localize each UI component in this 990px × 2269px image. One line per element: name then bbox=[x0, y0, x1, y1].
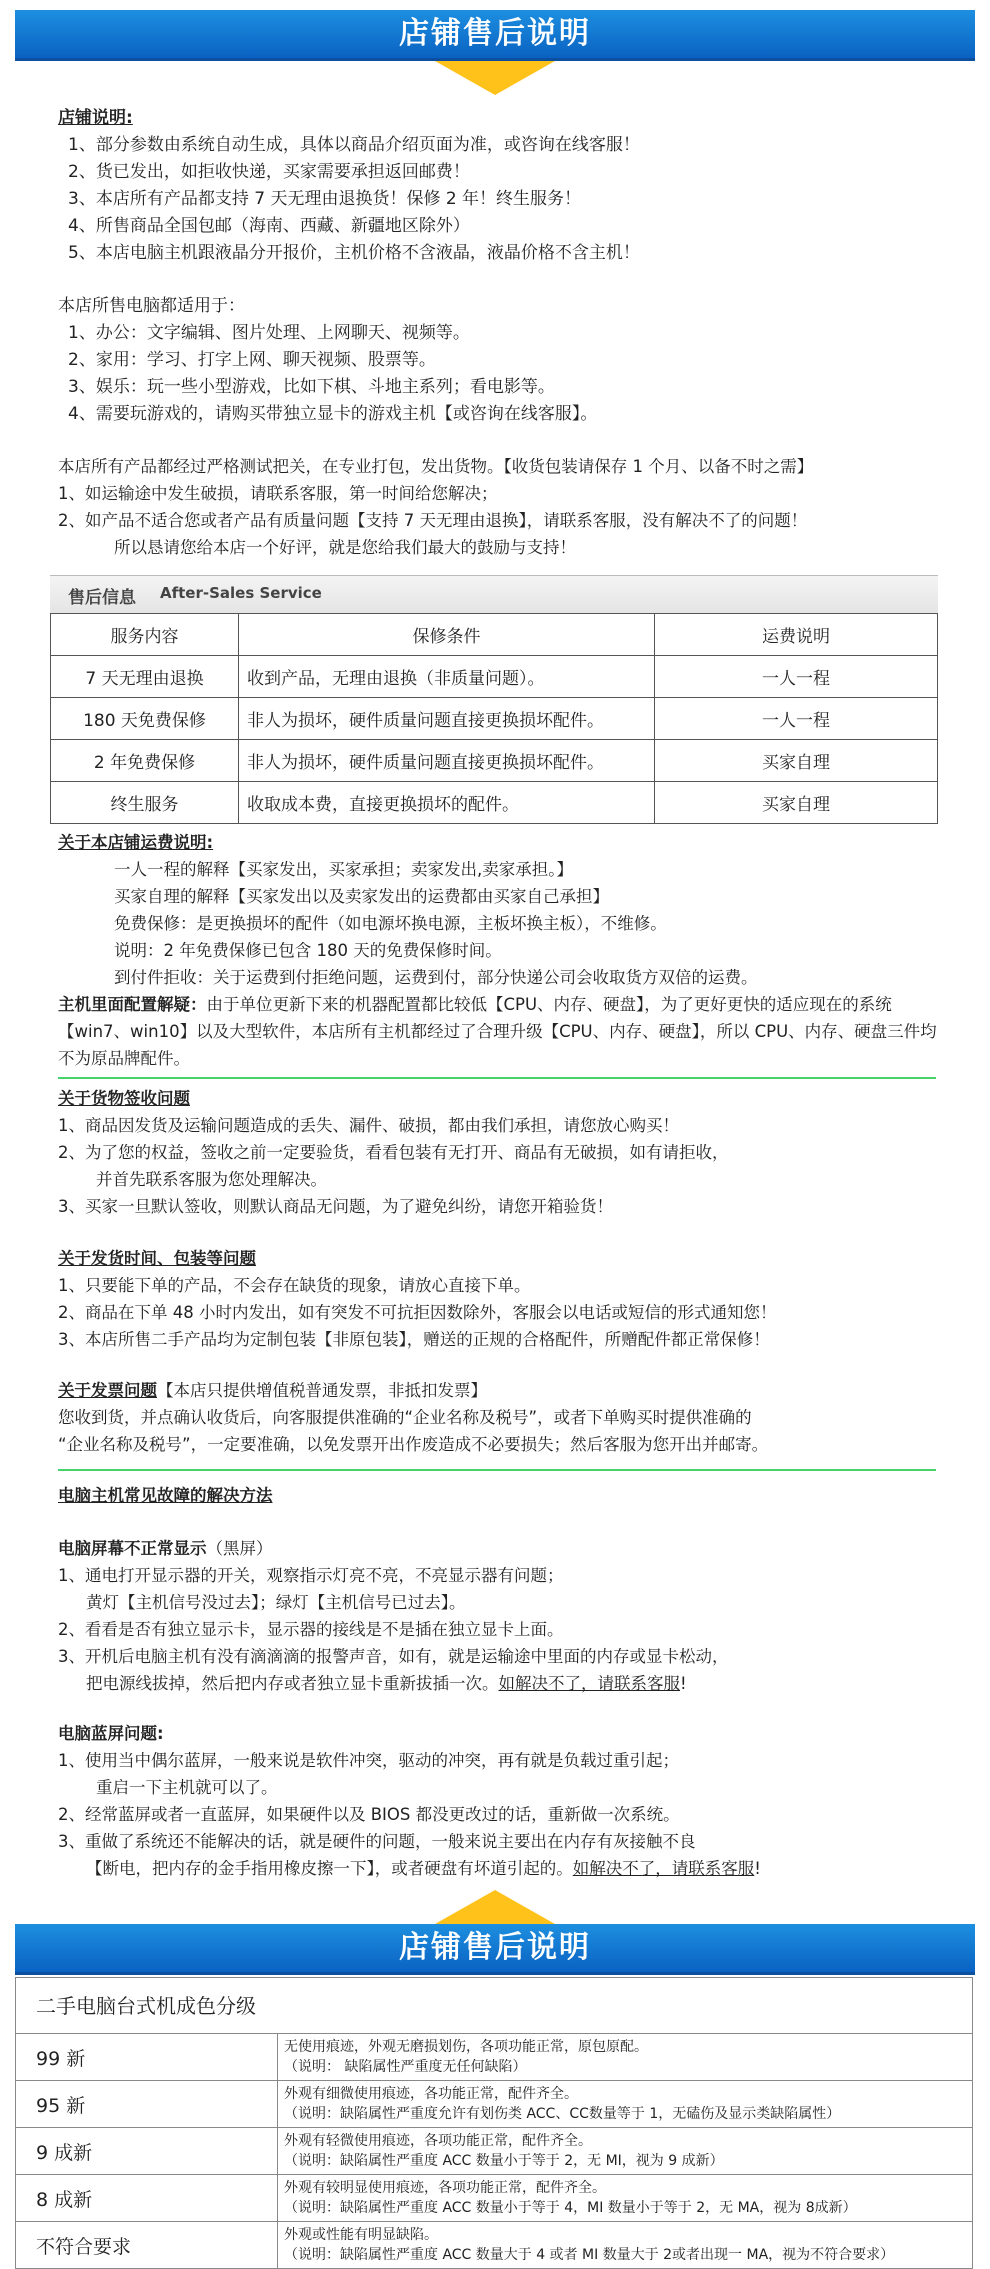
store-note-item: 2、货已发出，如拒收快递，买家需要承担返回邮费！ bbox=[68, 162, 470, 182]
store-notes-heading: 店铺说明: bbox=[58, 108, 133, 128]
screen-fault-title-suffix: （黑屏） bbox=[206, 1539, 273, 1558]
screen-fault-item: 3、开机后电脑主机有没有滴滴滴的报警声音，如有，就是运输途中里面的内存或显卡松动， bbox=[58, 1647, 729, 1666]
config-note bbox=[58, 991, 950, 1072]
grade-note: （说明： 缺陷属性严重度无任何缺陷） bbox=[284, 2059, 527, 2075]
receipt-item: 1、商品因发货及运输问题造成的丢失、漏件、破损，都由我们承担，请您放心购买！ bbox=[58, 1116, 679, 1135]
grade-desc: 外观有细微使用痕迹，各功能正常，配件齐全。 bbox=[284, 2086, 578, 2102]
grade-note: （说明：缺陷属性严重度 ACC 数量小于等于 4，MI 数量小于等于 2，无 MA，视为 8成新） bbox=[284, 2200, 857, 2216]
table-row bbox=[51, 782, 938, 824]
grade-desc: 无使用痕迹，外观无磨损划伤，各项功能正常，原包原配。 bbox=[284, 2039, 648, 2055]
grading-title: 二手电脑台式机成色分级 bbox=[15, 1977, 973, 2033]
screen-fault-item: 黄灯【主机信号没过去】；绿灯【主机信号已过去】。 bbox=[86, 1593, 466, 1612]
screen-fault-item: 把电源线拔掉，然后把内存或者独立显卡重新拔插一次。 bbox=[86, 1674, 499, 1693]
table-cell: 终生服务 bbox=[51, 782, 239, 824]
faults-heading: 电脑主机常见故障的解决方法 bbox=[58, 1486, 273, 1505]
banner-arrow-down bbox=[435, 61, 555, 95]
screen-fault-item: 2、看看是否有独立显示卡，显示器的接线是不是插在独立显卡上面。 bbox=[58, 1620, 564, 1639]
grade-cell: 不符合要求 bbox=[16, 2222, 278, 2269]
bluescreen-section bbox=[58, 1720, 950, 1882]
delivery-section bbox=[58, 1245, 950, 1353]
usage-item: 1、办公：文字编辑、图片处理、上网聊天、视频等。 bbox=[68, 323, 470, 343]
table-row bbox=[16, 2175, 973, 2222]
table-row bbox=[51, 698, 938, 740]
grade-desc-cell bbox=[278, 2081, 973, 2128]
bluescreen-title: 电脑蓝屏问题: bbox=[58, 1724, 164, 1743]
delivery-item: 3、本店所售二手产品均为定制包装【非原包装】，赠送的正规的合格配件，所赠配件都正常保修！ bbox=[58, 1330, 770, 1349]
table-row bbox=[51, 656, 938, 698]
grade-desc: 外观有较明显使用痕迹，各项功能正常，配件齐全。 bbox=[284, 2180, 606, 2196]
grading-table bbox=[15, 2033, 973, 2269]
store-note-item: 4、所售商品全国包邮（海南、西藏、新疆地区除外） bbox=[68, 216, 470, 236]
shipping-fee-heading: 关于本店铺运费说明: bbox=[58, 833, 214, 852]
shipping-fee-item: 一人一程的解释【买家发出，买家承担；卖家发出,卖家承担。】 bbox=[114, 860, 573, 879]
invoice-section bbox=[58, 1377, 950, 1458]
grade-note: （说明：缺陷属性严重度允许有划伤类 ACC、CC数量等于 1，无磕伤及显示类缺陷属性） bbox=[284, 2106, 841, 2122]
usage-section bbox=[58, 293, 950, 428]
table-row bbox=[16, 2034, 973, 2081]
config-note-text: 由于单位更新下来的机器配置都比较低【CPU、内存、硬盘】，为了更好更快的适应现在的系统【win7、win10】以及大型软件，本店所有主机都经过了合理升级【CPU、内存、硬盘】，所以 CPU、内存、硬盘三件均不为原品牌配件。 bbox=[58, 995, 937, 1068]
delivery-heading: 关于发货时间、包装等问题 bbox=[58, 1249, 256, 1268]
grade-desc: 外观或性能有明显缺陷。 bbox=[284, 2227, 438, 2243]
table-cell: 买家自理 bbox=[655, 782, 938, 824]
screen-fault-title: 电脑屏幕不正常显示 bbox=[58, 1539, 207, 1558]
grade-desc-cell bbox=[278, 2175, 973, 2222]
invoice-text: “企业名称及税号”，一定要准确，以免发票开出作废造成不必要损失；然后客服为您开出并邮寄。 bbox=[58, 1435, 769, 1454]
grade-desc-cell bbox=[278, 2034, 973, 2081]
delivery-item: 1、只要能下单的产品，不会存在缺货的现象，请放心直接下单。 bbox=[58, 1276, 531, 1295]
shipping-fee-item: 买家自理的解释【买家发出以及卖家发出的运费都由买家自己承担】 bbox=[114, 887, 609, 906]
faults-section bbox=[58, 1482, 950, 1509]
table-row bbox=[16, 2128, 973, 2175]
table-cell: 买家自理 bbox=[655, 740, 938, 782]
divider-line bbox=[58, 1077, 936, 1079]
shipping-fee-item: 说明：2 年免费保修已包含 180 天的免费保修时间。 bbox=[114, 941, 502, 960]
receipt-heading: 关于货物签收问题 bbox=[58, 1089, 190, 1108]
receipt-item: 2、为了您的权益，签收之前一定要验货，看看包装有无打开、商品有无破损，如有请拒收， bbox=[58, 1143, 729, 1162]
table-header-cell: 服务内容 bbox=[51, 614, 239, 656]
testing-item: 2、如产品不适合您或者产品有质量问题【支持 7 天无理由退换】，请联系客服，没有解决不了的问题！ bbox=[58, 511, 808, 530]
invoice-heading: 关于发票问题 bbox=[58, 1381, 157, 1400]
after-sales-table bbox=[50, 613, 938, 824]
testing-intro: 本店所有产品都经过严格测试把关，在专业打包，发出货物。【收货包装请保存 1 个月、以备不时之需】 bbox=[58, 457, 814, 476]
usage-intro: 本店所售电脑都适用于： bbox=[58, 296, 245, 316]
grade-note: （说明：缺陷属性严重度 ACC 数量大于 4 或者 MI 数量大于 2或者出现一 MA，视为不符合要求） bbox=[284, 2247, 895, 2263]
table-cell: 收取成本费，直接更换损坏的配件。 bbox=[239, 782, 655, 824]
table-cell: 非人为损坏，硬件质量问题直接更换损坏配件。 bbox=[239, 698, 655, 740]
table-row bbox=[16, 2222, 973, 2269]
bluescreen-item: 【断电，把内存的金手指用橡皮擦一下】，或者硬盘有坏道引起的。 bbox=[86, 1859, 573, 1878]
grade-cell: 9 成新 bbox=[16, 2128, 278, 2175]
grade-cell: 8 成新 bbox=[16, 2175, 278, 2222]
banner-arrow-up bbox=[435, 1890, 555, 1924]
testing-closing: 所以恳请您给本店一个好评，就是您给我们最大的鼓励与支持！ bbox=[114, 538, 576, 557]
table-row bbox=[16, 2081, 973, 2128]
shipping-fee-item: 免费保修：是更换损坏的配件（如电源坏换电源，主板坏换主板），不维修。 bbox=[114, 914, 667, 933]
config-note-lead: 主机里面配置解疑： bbox=[58, 995, 207, 1014]
after-sales-header bbox=[50, 575, 938, 614]
table-cell: 7 天无理由退换 bbox=[51, 656, 239, 698]
shipping-fee-section bbox=[58, 829, 950, 1072]
store-notes-section bbox=[58, 105, 950, 267]
store-note-item: 3、本店所有产品都支持 7 天无理由退换货！保修 2 年！终生服务！ bbox=[68, 189, 582, 209]
receipt-section bbox=[58, 1085, 950, 1220]
grade-desc: 外观有轻微使用痕迹，各项功能正常，配件齐全。 bbox=[284, 2133, 592, 2149]
bluescreen-item: 重启一下主机就可以了。 bbox=[96, 1778, 278, 1797]
testing-item: 1、如运输途中发生破损，请联系客服，第一时间给您解决； bbox=[58, 484, 498, 503]
usage-item: 2、家用：学习、打字上网、聊天视频、股票等。 bbox=[68, 350, 436, 370]
testing-section bbox=[58, 453, 950, 561]
store-note-item: 1、部分参数由系统自动生成，具体以商品介绍页面为准，或咨询在线客服！ bbox=[68, 135, 640, 155]
punctuation: ! bbox=[754, 1859, 761, 1878]
invoice-text: 您收到货，并点确认收货后，向客服提供准确的“企业名称及税号”，或者下单购买时提供准确的 bbox=[58, 1408, 752, 1427]
grade-cell: 95 新 bbox=[16, 2081, 278, 2128]
table-cell: 2 年免费保修 bbox=[51, 740, 239, 782]
table-row bbox=[51, 740, 938, 782]
usage-item: 4、需要玩游戏的，请购买带独立显卡的游戏主机【或咨询在线客服】。 bbox=[68, 404, 598, 424]
grade-desc-cell bbox=[278, 2128, 973, 2175]
punctuation: ! bbox=[680, 1674, 687, 1693]
contact-service-link[interactable]: 如解决不了，请联系客服 bbox=[572, 1859, 755, 1878]
receipt-item: 3、买家一旦默认签收，则默认商品无问题，为了避免纠纷，请您开箱验货！ bbox=[58, 1197, 613, 1216]
screen-fault-section bbox=[58, 1535, 950, 1697]
grade-note: （说明：缺陷属性严重度 ACC 数量小于等于 2，无 MI，视为 9 成新） bbox=[284, 2153, 724, 2169]
table-cell: 收到产品，无理由退换（非质量问题）。 bbox=[239, 656, 655, 698]
bottom-banner: 店铺售后说明 bbox=[15, 1924, 975, 1975]
table-header-row bbox=[51, 614, 938, 656]
bluescreen-item: 2、经常蓝屏或者一直蓝屏，如果硬件以及 BIOS 都没更改过的话，重新做一次系统。 bbox=[58, 1805, 680, 1824]
table-cell: 非人为损坏，硬件质量问题直接更换损坏配件。 bbox=[239, 740, 655, 782]
bluescreen-item: 1、使用当中偶尔蓝屏，一般来说是软件冲突，驱动的冲突，再有就是负载过重引起； bbox=[58, 1751, 679, 1770]
screen-fault-item: 1、通电打开显示器的开关，观察指示灯亮不亮，不亮显示器有问题； bbox=[58, 1566, 564, 1585]
shipping-fee-item: 到付件拒收：关于运费到付拒绝问题，运费到付，部分快递公司会收取货方双倍的运费。 bbox=[114, 968, 758, 987]
divider-line bbox=[58, 1469, 936, 1471]
after-sales-title-cn: 售后信息 bbox=[68, 588, 136, 608]
invoice-heading-suffix: 【本店只提供增值税普通发票，非抵扣发票】 bbox=[157, 1381, 487, 1400]
receipt-item: 并首先联系客服为您处理解决。 bbox=[96, 1170, 327, 1189]
contact-service-link[interactable]: 如解决不了，请联系客服 bbox=[498, 1674, 680, 1693]
grade-desc-cell bbox=[278, 2222, 973, 2269]
grade-cell: 99 新 bbox=[16, 2034, 278, 2081]
bluescreen-item: 3、重做了系统还不能解决的话，就是硬件的问题，一般来说主要出在内存有灰接触不良 bbox=[58, 1832, 696, 1851]
table-cell: 一人一程 bbox=[655, 698, 938, 740]
store-note-item: 5、本店电脑主机跟液晶分开报价，主机价格不含液晶，液晶价格不含主机！ bbox=[68, 243, 640, 263]
after-sales-title-en: After-Sales Service bbox=[160, 584, 322, 602]
usage-item: 3、娱乐：玩一些小型游戏，比如下棋、斗地主系列；看电影等。 bbox=[68, 377, 555, 397]
table-cell: 一人一程 bbox=[655, 656, 938, 698]
table-cell: 180 天免费保修 bbox=[51, 698, 239, 740]
table-header-cell: 运费说明 bbox=[655, 614, 938, 656]
table-header-cell: 保修条件 bbox=[239, 614, 655, 656]
top-banner: 店铺售后说明 bbox=[15, 10, 975, 61]
delivery-item: 2、商品在下单 48 小时内发出，如有突发不可抗拒因数除外，客服会以电话或短信的形式通知您！ bbox=[58, 1303, 777, 1322]
